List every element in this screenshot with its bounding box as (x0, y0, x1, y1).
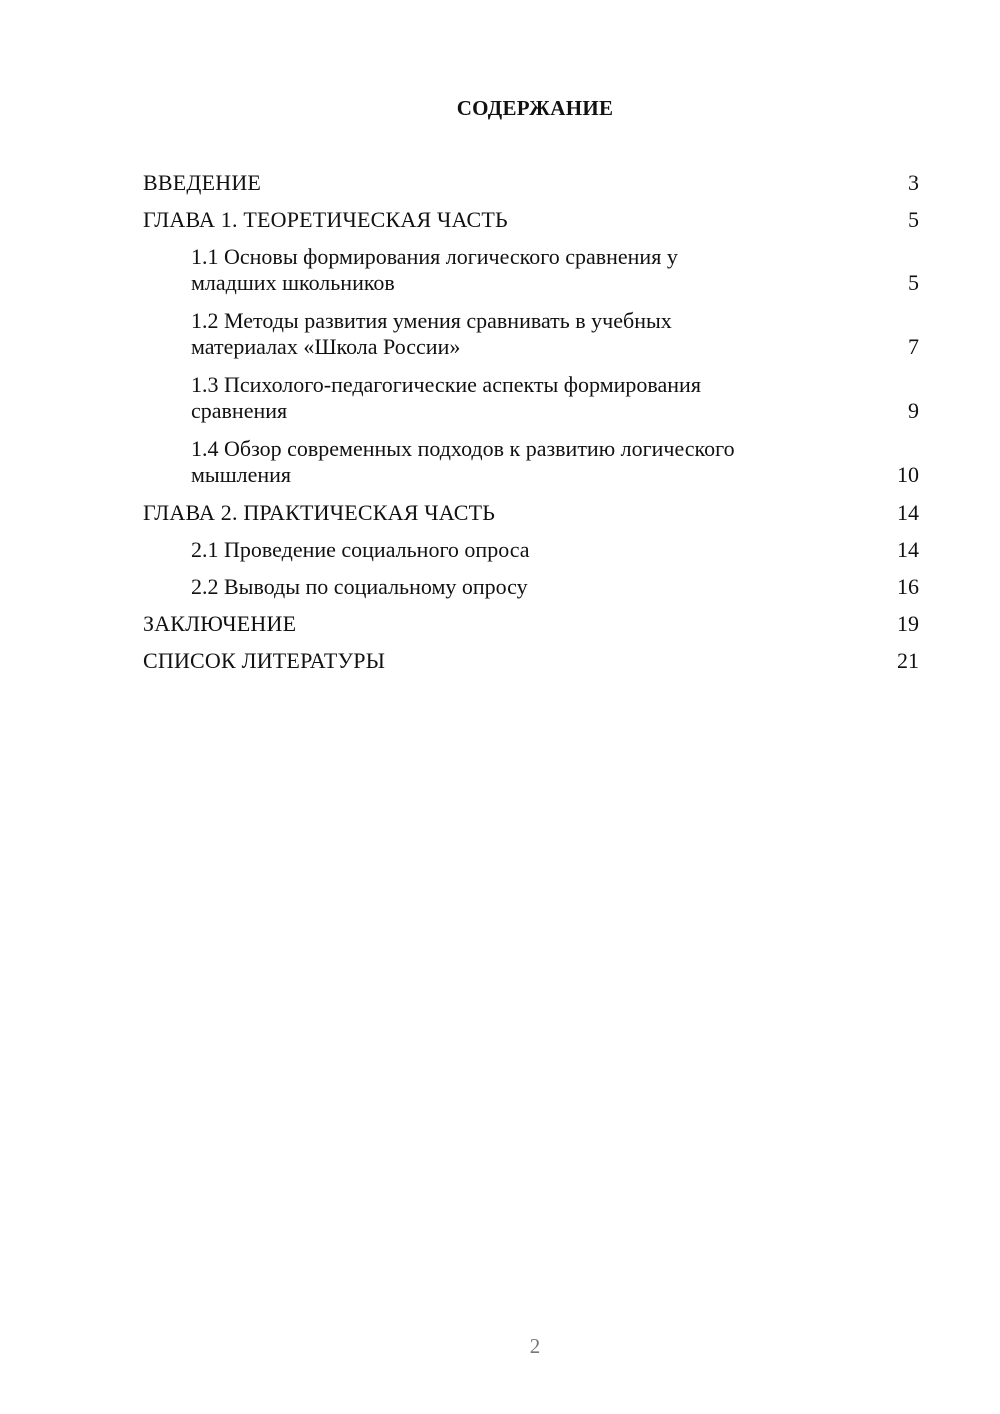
toc-entry-label: ВВЕДЕНИЕ (143, 170, 262, 195)
toc-entry-section-2-1[interactable] (143, 537, 919, 574)
toc-entry-section-1-2[interactable] (143, 308, 919, 372)
toc-entry-label: 1.2 Методы развития умения сравнивать в учебных материалах «Школа России» (191, 308, 672, 359)
toc-entry-page: 10 (897, 462, 919, 487)
toc-entry-page: 14 (897, 537, 919, 562)
toc-entry-page: 7 (908, 334, 919, 359)
toc-entry-page: 9 (908, 398, 919, 423)
toc-entry-section-1-4[interactable] (143, 436, 919, 500)
toc-entry-label: 1.3 Психолого-педагогические аспекты формирования сравнения (191, 372, 701, 423)
toc-entry-label: 1.4 Обзор современных подходов к развитию логического мышления (191, 436, 735, 487)
toc-entry-label: СПИСОК ЛИТЕРАТУРЫ (143, 648, 386, 673)
toc-entry-section-1-3[interactable] (143, 372, 919, 436)
toc-entry-label: ЗАКЛЮЧЕНИЕ (143, 611, 297, 636)
toc-entry-label: ГЛАВА 2. ПРАКТИЧЕСКАЯ ЧАСТЬ (143, 500, 496, 525)
toc-entry-label: 2.2 Выводы по социальному опросу (191, 574, 528, 599)
toc-entry-section-2-2[interactable] (143, 574, 919, 611)
toc-entry-chapter-1[interactable] (143, 207, 919, 244)
toc-entry-section-1-1[interactable] (143, 244, 919, 308)
toc-entry-chapter-2[interactable] (143, 500, 919, 537)
table-of-contents (143, 170, 919, 685)
toc-entry-page: 5 (908, 270, 919, 295)
toc-entry-label: 2.1 Проведение социального опроса (191, 537, 530, 562)
page-number: 2 (529, 1334, 541, 1358)
toc-entry-conclusion[interactable] (143, 611, 919, 648)
page-title: СОДЕРЖАНИЕ (456, 96, 614, 120)
toc-entry-introduction[interactable] (143, 170, 919, 207)
toc-entry-page: 21 (897, 648, 919, 673)
toc-entry-page: 19 (897, 611, 919, 636)
toc-entry-page: 5 (908, 207, 919, 232)
toc-entry-label: ГЛАВА 1. ТЕОРЕТИЧЕСКАЯ ЧАСТЬ (143, 207, 508, 232)
toc-entry-label: 1.1 Основы формирования логического сравнения у младших школьников (191, 244, 678, 295)
toc-entry-page: 14 (897, 500, 919, 525)
toc-entry-page: 16 (897, 574, 919, 599)
toc-entry-bibliography[interactable] (143, 648, 919, 685)
toc-entry-page: 3 (908, 170, 919, 195)
